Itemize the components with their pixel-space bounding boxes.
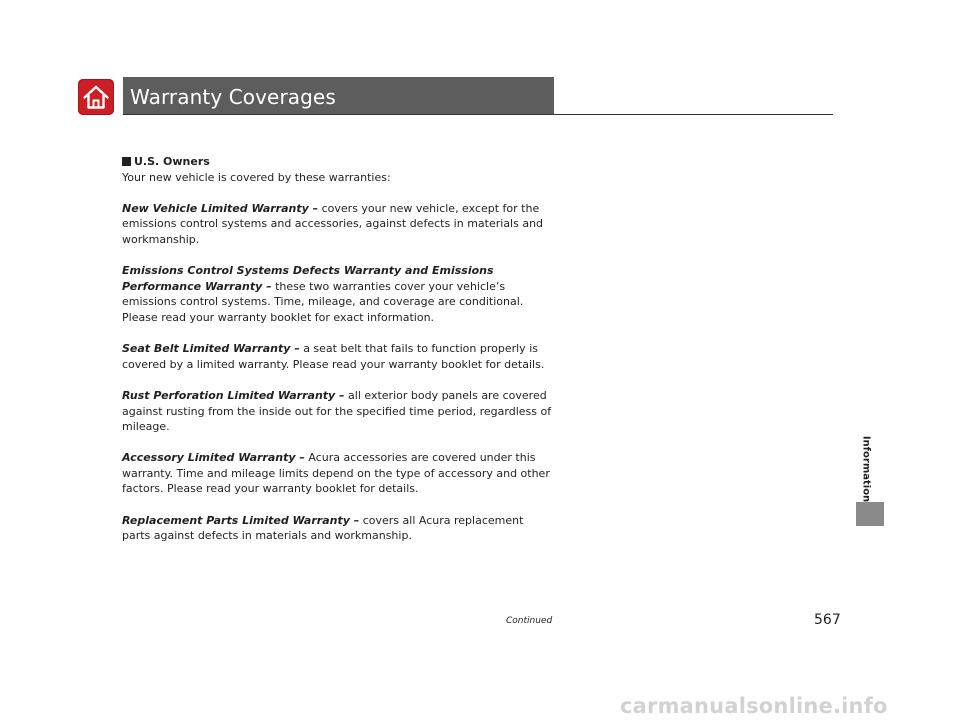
continued-label: Continued bbox=[506, 616, 553, 626]
watermark: carmanualsonline.info bbox=[620, 694, 888, 718]
warranty-name: Replacement Parts Limited Warranty – bbox=[122, 513, 360, 527]
section-intro: Your new vehicle is covered by these warranties: bbox=[122, 170, 391, 184]
warranty-text: Acura accessories are covered under this warranty. Time and mileage limits depend on the type of accessory and other factors. Please read your warranty booklet for details. bbox=[122, 451, 550, 496]
warranty-text: covers all Acura replacement parts against defects in materials and workmanship. bbox=[122, 513, 524, 543]
warranty-text: a seat belt that fails to function properly is covered by a limited warranty. Please read your warranty booklet for details. bbox=[122, 342, 545, 371]
title-underline bbox=[123, 114, 833, 115]
warranty-item bbox=[122, 201, 554, 248]
side-tab-information[interactable] bbox=[856, 435, 876, 503]
side-tab-label: Information bbox=[860, 435, 872, 503]
warranty-text: covers your new vehicle, except for the emissions control systems and accessories, against defects in materials and workmanship. bbox=[122, 201, 544, 246]
warranty-name: Accessory Limited Warranty – bbox=[122, 451, 305, 465]
section-heading-text: U.S. Owners bbox=[134, 155, 210, 168]
warranty-text: all exterior body panels are covered against rusting from the inside out for the specified time period, regardless of mileage. bbox=[122, 388, 552, 434]
home-button[interactable] bbox=[78, 79, 114, 115]
section-heading bbox=[122, 154, 554, 170]
main-content bbox=[122, 154, 554, 544]
square-bullet-icon bbox=[122, 157, 131, 166]
warranty-item bbox=[122, 450, 554, 497]
page-title: Warranty Coverages bbox=[130, 85, 336, 109]
warranty-item bbox=[122, 341, 554, 372]
warranty-name: New Vehicle Limited Warranty – bbox=[122, 201, 319, 215]
page-number: 567 bbox=[814, 612, 841, 628]
warranty-item bbox=[122, 513, 554, 544]
warranty-name: Seat Belt Limited Warranty – bbox=[122, 342, 300, 356]
side-tab-marker bbox=[856, 502, 884, 526]
warranty-text: these two warranties cover your vehicle’s emissions control systems. Time, mileage, and coverage are conditional. Please read your warranty booklet for exact information. bbox=[122, 279, 524, 324]
title-bar bbox=[123, 77, 554, 114]
warranty-name: Emissions Control Systems Defects Warranty and Emissions Performance Warranty – bbox=[122, 264, 494, 293]
warranty-item bbox=[122, 388, 554, 435]
home-icon bbox=[78, 79, 114, 115]
warranty-name: Rust Perforation Limited Warranty – bbox=[122, 388, 345, 402]
warranty-item bbox=[122, 263, 554, 325]
